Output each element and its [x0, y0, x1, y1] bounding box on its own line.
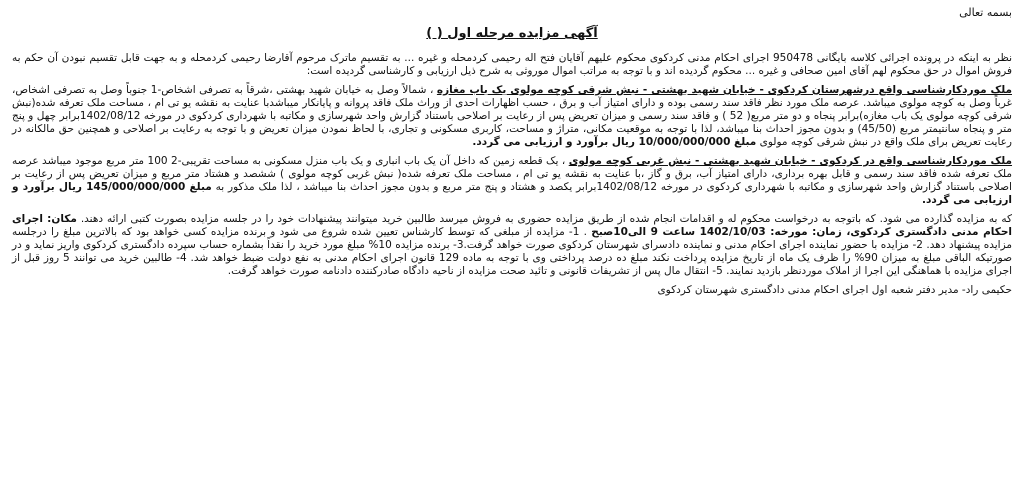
item-1-heading: ملک موردکارشناسی واقع درشهرستان کردکوی - خیابان شهید بهشتی - نبش شرقی کوچه مولوی یک باب مغازه: [436, 84, 1012, 96]
conditions-rules: . 1- مزایده از مبلغی که توسط کارشناس تعیین شده شروع می شود و برنده مزایده کسی خواهد بود که بالاترین مبلغ را درجلسه مزایده پیشنهاد دهد. 2- مزایده با حضور نماینده اجرای احکام مدنی و نماینده دادسرای شهرستان کردکوی صورت خواهد گرفت.3- برنده مزایده 10% مبلغ مورد خرید را نقداً بشماره حساب سپرده دادگستری کردکوی واریز نماید و در صورتیکه الباقی مبلغ به میزان 90% را ظرف یک ماه از تاریخ مزایده پرداخت نکند مبلغ ده درصد پرداختی وی با توجه به ماده 129 قانون اجرای احکام مدنی به نفع دولت ضبط خواهد شد. 4- طالبین خرید می توانند 5 روز قبل از اجرای مزایده با هماهنگی این اجرا از املاک موردنظر بازدید نمایند. 5- انتقال مال پس از تشریفات قانونی و تائید صحت مزایده از ناحیه دادگاه صادرکننده دادنامه صورت خواهد گرفت.: [12, 226, 1013, 277]
page-title: [12, 26, 1012, 42]
item-1-body: ، شمالاً وصل به خیابان شهید بهشتی ،شرقاً به تصرفی اشخاص-1 جنوباً وصل به تصرفی اشخاص، غرباً وصل به کوچه مولوی میباشد. عرصه ملک مورد نظر فاقد سند رسمی بوده و دارای امتیاز آب و برق ، حسب اظهارات احدی از وراث ملک فاقد پروانه و پایانکار میباشدبا عنایت به نقشه یو تی ام ، مساحت ملک تعرفه شده(نبش شرقی کوچه مولوی یک باب مغازه)برابر پنجاه و دو متر مربع( 52 ) و فاقد سند رسمی و میزان تعریض پس از رعایت بر اصلاحی باستناد گزارش واحد شهرسازی و مکاتبه با شهرداری کردکوی در مورخه 1402/08/12برابر چهل و پنج متر و پنجاه سانتیمتر مربع (45/50) و بدون مجوز احداث بنا میباشد، لذا با توجه به موقعیت مکانی، متراژ و مساحت، کاربری مسکونی و تجاری، با لحاظ نمودن میزان تعریض و با توجه به رعایت بر اصلاحی و همچنین حق مالکانه در رعایت تعریض برای ملک واقع در نبش شرقی کوچه مولوی: [12, 84, 1012, 148]
item-2-valuation: مبلغ 145/000/000/000 ریال برآورد و ارزیابی می گردد.: [12, 181, 1012, 206]
item-2-heading: ملک موردکارشناسی واقع در کردکوی - خیابان شهید بهشتی - نبش غربی کوچه مولوی: [568, 155, 1013, 167]
item-2-paragraph: [12, 155, 1012, 207]
auction-title: آگهی مزایده مرحله اول ( ): [426, 26, 598, 41]
item-1-paragraph: [12, 84, 1012, 149]
bismillah-header: بسمه تعالی: [959, 6, 1012, 19]
signature-line: حکیمی راد- مدیر دفتر شعبه اول اجرای احکام مدنی دادگستری شهرستان کردکوی: [657, 284, 1012, 296]
intro-paragraph: نظر به اینکه در پرونده اجرائی کلاسه بایگانی 950478 اجرای احکام مدنی کردکوی محکوم علیهم آقایان فتح اله رحیمی کردمحله و غیره ... به تقسیم ماترک مرحوم آقارضا رحیمی کردمحله و به جهت قابل تقسیم نبودن آن حکم به فروش اموال در حق محکوم لهم آقای امین صحافی و غیره ... محکوم گردیده اند و با توجه به مراتب اموال موروثی به شرح ذیل ارزیابی و کارشناسی گردیده است:: [12, 52, 1012, 77]
item-2-body: ، یک قطعه زمین که داخل آن یک باب انباری و یک باب منزل مسکونی به مساحت تقریبی-2 100 متر مربع موجود میباشد عرصه ملک تعرفه شده فاقد سند رسمی و قابل بهره برداری، دارای امتیاز آب، برق و گاز ،با عنایت به نقشه یو تی ام ، مساحت ملک تعرفه شده( نبش غربی کوچه مولوی ) ششصد و هشتاد متر مربع و میزان تعریض پس از رعایت بر اصلاحی باستناد گزارش واحد شهرسازی و مکاتبه با شهرداری کردکوی در مورخه 1402/08/12برابر یکصد و هشتاد و پنج متر مربع و بدون مجوز احداث بنا میباشد ، لذا ملک مذکور به: [12, 155, 1012, 193]
auction-time-place: مکان: اجرای احکام مدنی دادگستری کردکوی، زمان: مورخه: 1402/10/03 ساعت 9 الی10صبح: [12, 213, 1013, 238]
conditions-paragraph: [12, 213, 1012, 278]
conditions-prefix: که به مزایده گذارده می شود. که باتوجه به درخواست محکوم له و اقدامات انجام شده از طریق مزایده حضوری به فروش میرسد طالبین خرید میتوانند پیشنهادات خود را در جلسه مزایده بصورت کتبی ارائه دهند.: [80, 213, 1012, 225]
item-1-valuation: مبلغ 10/000/000/000 ریال برآورد و ارزیابی می گردد.: [472, 136, 757, 148]
